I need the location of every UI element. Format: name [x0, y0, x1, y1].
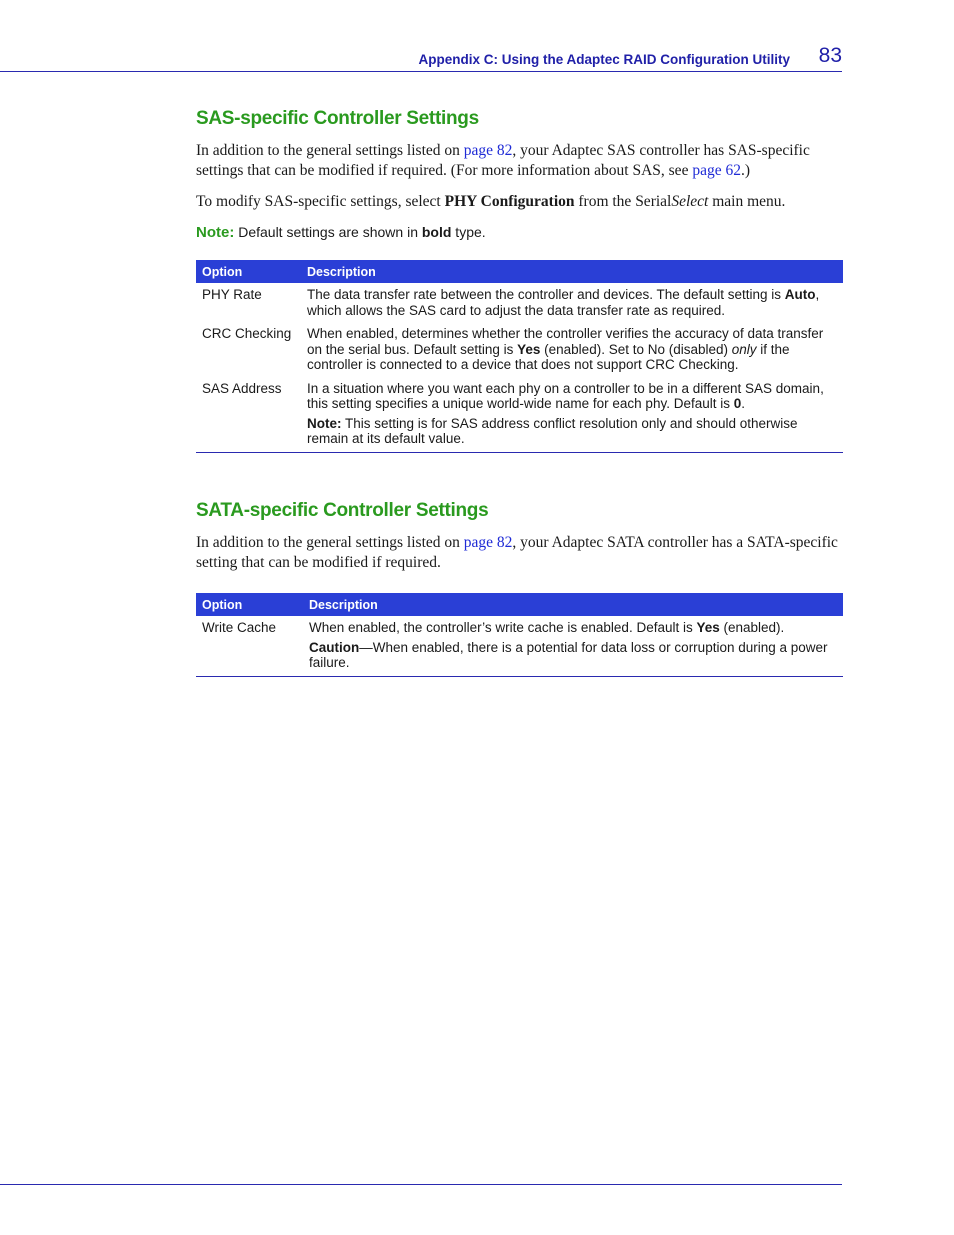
table-row: [196, 322, 843, 377]
column-header-option: Option: [196, 593, 303, 616]
option-cell: SAS Address: [196, 377, 301, 453]
text: This setting is for SAS address conflict resolution only and should otherwise remain at its default value.: [307, 415, 798, 446]
table-header-row: [196, 593, 843, 616]
sata-intro-paragraph: [196, 533, 843, 573]
note-label: Note:: [196, 224, 235, 241]
text: Default settings are shown in: [234, 224, 422, 240]
sas-note: [196, 224, 843, 241]
sata-heading: SATA-specific Controller Settings: [196, 500, 489, 521]
note-label: Note:: [307, 415, 342, 431]
emphasis: only: [731, 341, 757, 357]
page-number: 83: [818, 44, 842, 67]
sata-section: [196, 500, 843, 677]
sas-settings-table: [196, 260, 843, 453]
footer-rule: [0, 1184, 842, 1185]
description-cell: [301, 377, 843, 453]
text: , your Adaptec SAS controller has SAS-specific settings that can be modified if required. (For more information about SAS, see: [196, 142, 810, 179]
sas-heading: SAS-specific Controller Settings: [196, 108, 479, 129]
description-text: [307, 381, 837, 412]
text: In addition to the general settings listed on: [196, 142, 464, 159]
text: type.: [451, 224, 486, 240]
text: In addition to the general settings listed on: [196, 534, 464, 551]
caution-label: Caution: [309, 639, 360, 655]
description-cell: [301, 283, 843, 322]
running-head: Appendix C: Using the Adaptec RAID Configuration Utility: [418, 52, 790, 67]
header-rule: [0, 71, 842, 72]
sata-settings-table: [196, 593, 843, 677]
text: To modify SAS-specific settings, select: [196, 193, 445, 210]
sas-intro-paragraph: [196, 141, 843, 181]
table-row: [196, 616, 843, 676]
page-82-link[interactable]: page 82: [463, 142, 513, 159]
text: main menu.: [708, 193, 786, 210]
default-value: 0: [733, 396, 742, 411]
description-cell: [303, 616, 843, 676]
text: (enabled). Set to No (disabled): [540, 341, 732, 357]
page-82-link[interactable]: page 82: [463, 534, 513, 551]
page-62-link[interactable]: page 62: [692, 162, 741, 179]
select-term: Select: [671, 193, 709, 210]
sas-modify-paragraph: [196, 192, 843, 212]
default-value: Auto: [784, 287, 816, 302]
table-row: [196, 377, 843, 453]
description-text: [309, 620, 837, 636]
option-cell: PHY Rate: [202, 287, 262, 302]
column-header-option: Option: [196, 260, 301, 283]
description-cell: [301, 322, 843, 377]
table-row: [196, 283, 843, 322]
column-header-description: Description: [303, 593, 843, 616]
text: , which allows the SAS card to adjust the data transfer rate as required.: [307, 287, 820, 318]
text: from the Serial: [574, 193, 672, 210]
text: When enabled, determines whether the controller verifies the accuracy of data transfer on the serial bus. Default setting is: [307, 326, 824, 357]
text: , your Adaptec SATA controller has a SATA-specific setting that can be modified if required.: [196, 534, 838, 571]
sas-section: [196, 108, 843, 453]
default-value: Yes: [517, 341, 541, 357]
default-value: Yes: [696, 620, 720, 635]
text: —When enabled, there is a potential for data loss or corruption during a power failure.: [309, 639, 828, 670]
option-cell: CRC Checking: [202, 326, 292, 341]
text: (enabled).: [719, 620, 785, 635]
cell-note: [307, 416, 837, 447]
cell-caution: [309, 640, 837, 671]
text: The data transfer rate between the controller and devices. The default setting is: [307, 287, 785, 302]
phy-configuration-term: PHY Configuration: [444, 193, 575, 210]
column-header-description: Description: [301, 260, 843, 283]
text: .): [740, 162, 751, 179]
text: .: [741, 396, 746, 411]
bold-word: bold: [421, 224, 452, 240]
text: if the controller is connected to a device that does not support CRC Checking.: [307, 341, 790, 372]
option-cell: Write Cache: [196, 616, 303, 676]
text: When enabled, the controller’s write cache is enabled. Default is: [309, 620, 697, 635]
text: In a situation where you want each phy on a controller to be in a different SAS domain, this setting specifies a unique world-wide name for each phy. Default is: [307, 380, 824, 411]
table-header-row: [196, 260, 843, 283]
